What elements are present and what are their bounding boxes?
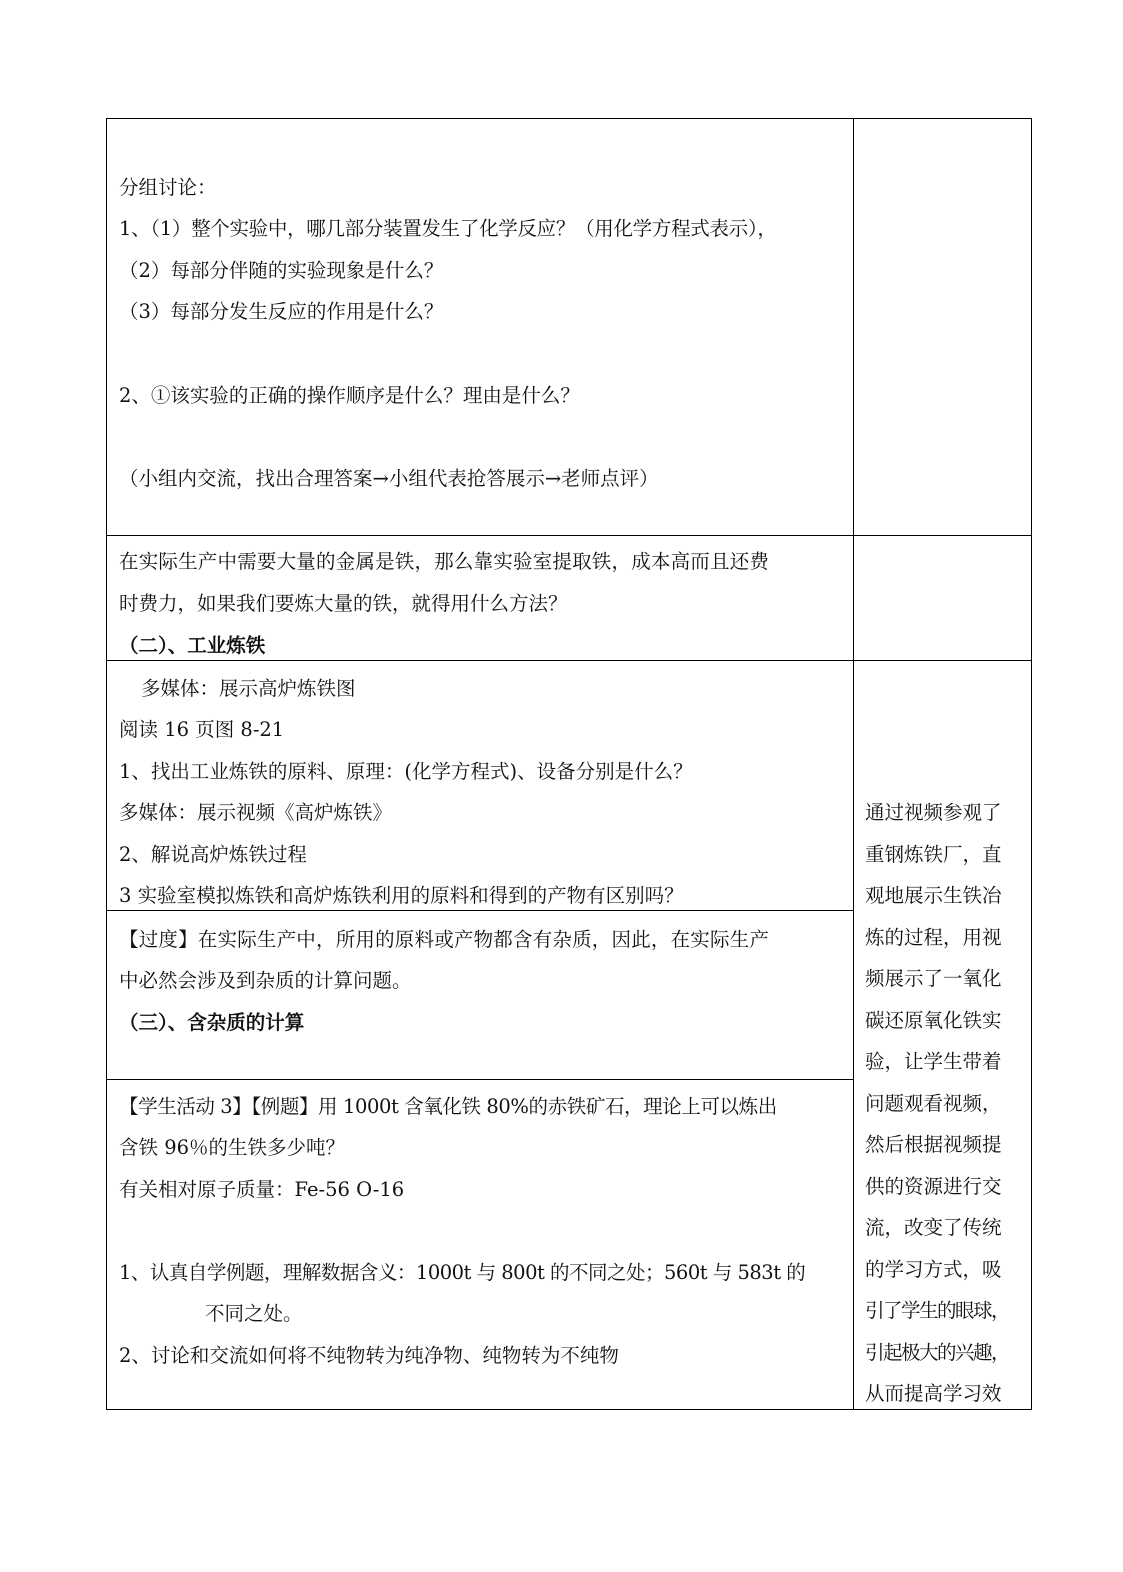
side-note-line: 的学习方式，吸 <box>865 1258 1002 1281</box>
lesson-plan-table <box>106 118 1032 1410</box>
industrial-q3: 3 实验室模拟炼铁和高炉炼铁利用的原料和得到的产物有区别吗？ <box>119 884 684 907</box>
row-divider <box>107 535 1031 536</box>
discussion-q2: 2、①该实验的正确的操作顺序是什么？理由是什么？ <box>119 384 580 407</box>
side-note-line: 观地展示生铁冶 <box>865 884 1002 907</box>
side-note-line: 问题观看视频， <box>865 1092 1002 1115</box>
row-divider <box>107 1079 853 1080</box>
side-note-line: 引起极大的兴趣， <box>865 1341 1010 1364</box>
side-note-line: 然后根据视频提 <box>865 1133 1002 1156</box>
side-note-line: 流，改变了传统 <box>865 1216 1002 1239</box>
activity-task2: 2、讨论和交流如何将不纯物转为纯净物、纯物转为不纯物 <box>119 1344 619 1367</box>
discussion-flow: （小组内交流，找出合理答案→小组代表抢答展示→老师点评） <box>119 467 659 490</box>
transition1-line1: 在实际生产中需要大量的金属是铁，那么靠实验室提取铁，成本高而且还费 <box>119 550 770 573</box>
section-heading-industrial: （二）、工业炼铁 <box>119 634 266 657</box>
side-note-line: 通过视频参观了 <box>865 801 1002 824</box>
activity-task1-part2: 不同之处。 <box>205 1302 303 1325</box>
media-blast-furnace-video: 多媒体：展示视频《高炉炼铁》 <box>119 801 393 824</box>
section-heading-impurity: （三）、含杂质的计算 <box>119 1011 305 1034</box>
side-note-line: 供的资源进行交 <box>865 1175 1002 1198</box>
side-note-line: 从而提高学习效 <box>865 1382 1002 1405</box>
industrial-q2: 2、解说高炉炼铁过程 <box>119 843 307 866</box>
transition2-line1: 【过度】在实际生产中，所用的原料或产物都含有杂质，因此，在实际生产 <box>119 928 770 951</box>
transition1-line2: 时费力，如果我们要炼大量的铁，就得用什么方法？ <box>119 592 568 615</box>
side-note-line: 重钢炼铁厂，直 <box>865 843 1002 866</box>
activity-line1: 【学生活动 3】【例题】用 1000t 含氧化铁 80%的赤铁矿石，理论上可以炼出 <box>119 1095 777 1118</box>
transition2-line2: 中必然会涉及到杂质的计算问题。 <box>119 969 412 992</box>
atomic-masses: 有关相对原子质量：Fe-56 O-16 <box>119 1178 405 1201</box>
media-blast-furnace-image: 多媒体：展示高炉炼铁图 <box>141 677 356 700</box>
discussion-q1-part1: 1、（1）整个实验中，哪几部分装置发生了化学反应？（用化学方程式表示）， <box>119 217 777 240</box>
industrial-q1: 1、找出工业炼铁的原料、原理：(化学方程式)、设备分别是什么？ <box>119 760 693 783</box>
side-note-line: 碳还原氧化铁实 <box>865 1009 1002 1032</box>
side-note-line: 引了学生的眼球， <box>865 1299 1010 1322</box>
side-note-line: 频展示了一氧化 <box>865 967 1002 990</box>
side-note-line: 验，让学生带着 <box>865 1050 1002 1073</box>
activity-task1-part1: 1、认真自学例题，理解数据含义：1000t 与 800t 的不同之处；560t 与 583t 的 <box>119 1261 806 1284</box>
discussion-q1-part2: （2）每部分伴随的实验现象是什么？ <box>119 259 444 282</box>
column-divider <box>853 119 854 1409</box>
discussion-title: 分组讨论： <box>119 176 217 199</box>
discussion-q1-part3: （3）每部分发生反应的作用是什么？ <box>119 300 444 323</box>
reading-assignment: 阅读 16 页图 8-21 <box>119 718 285 741</box>
row-divider <box>107 660 1031 661</box>
side-note-line: 炼的过程，用视 <box>865 926 1002 949</box>
row-divider <box>107 910 853 911</box>
activity-line2: 含铁 96％的生铁多少吨？ <box>119 1136 346 1159</box>
